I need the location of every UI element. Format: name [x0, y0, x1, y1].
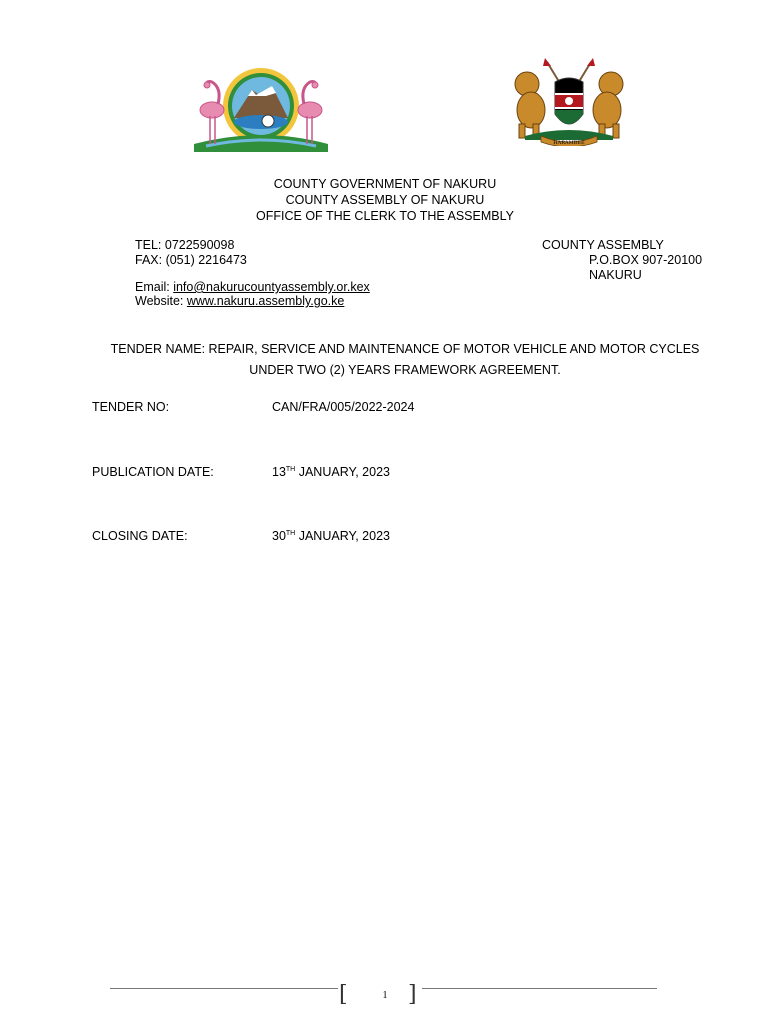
footer-rule-left: [110, 988, 338, 989]
closing-date-label: CLOSING DATE:: [92, 529, 188, 543]
county-government-title: COUNTY GOVERNMENT OF NAKURU: [273, 177, 497, 191]
kenya-coat-of-arms-logo: [505, 58, 633, 146]
tender-number-value: CAN/FRA/005/2022-2024: [272, 400, 415, 414]
publication-date-label: PUBLICATION DATE:: [92, 465, 214, 479]
website-link[interactable]: www.nakuru.assembly.go.ke: [186, 294, 345, 308]
website-row: [135, 294, 370, 308]
email-row: [135, 280, 370, 294]
closing-date-row: [92, 526, 390, 544]
tender-name-line-1: TENDER NAME: REPAIR, SERVICE AND MAINTENANCE OF MOTOR VEHICLE AND MOTOR CYCLES: [110, 342, 700, 356]
website-label: Website:: [135, 294, 187, 308]
address-line-3: NAKURU: [589, 268, 642, 282]
office-title-block: [0, 176, 770, 224]
contact-block: [135, 238, 247, 268]
publication-day-suffix: TH: [285, 466, 296, 473]
closing-month-year: JANUARY, 2023: [295, 529, 390, 543]
publication-date-row: [92, 462, 390, 480]
telephone-number: TEL: 0722590098: [135, 238, 235, 252]
address-line-2: P.O.BOX 907-20100: [589, 253, 703, 267]
publication-month-year: JANUARY, 2023: [295, 465, 390, 479]
publication-date-value: [272, 465, 390, 479]
email-label: Email:: [135, 280, 174, 294]
postal-address-block: [542, 238, 702, 283]
fax-number: FAX: (051) 2216473: [135, 253, 247, 267]
closing-date-value: [272, 529, 390, 543]
svg-text:HARAMBEE: HARAMBEE: [553, 140, 585, 146]
tender-name-line-2: UNDER TWO (2) YEARS FRAMEWORK AGREEMENT.: [249, 363, 561, 377]
page-number: 1: [382, 990, 388, 1001]
tender-name: [70, 339, 740, 381]
online-contact-block: [135, 280, 370, 308]
clerk-office-title: OFFICE OF THE CLERK TO THE ASSEMBLY: [256, 209, 514, 223]
publication-day: 13: [272, 465, 286, 479]
footer-bracket-left: [: [339, 982, 348, 1007]
email-link[interactable]: info@nakurucountyassembly.or.kex: [173, 280, 370, 294]
closing-day-suffix: TH: [285, 530, 296, 537]
address-line-1: COUNTY ASSEMBLY: [542, 238, 664, 252]
footer-bracket-right: ]: [408, 982, 417, 1007]
footer-rule-right: [422, 988, 657, 989]
tender-number-label: TENDER NO:: [92, 400, 170, 414]
tender-number-row: [92, 399, 414, 415]
closing-day: 30: [272, 529, 286, 543]
nakuru-county-logo: [188, 66, 334, 152]
county-assembly-title: COUNTY ASSEMBLY OF NAKURU: [285, 193, 485, 207]
